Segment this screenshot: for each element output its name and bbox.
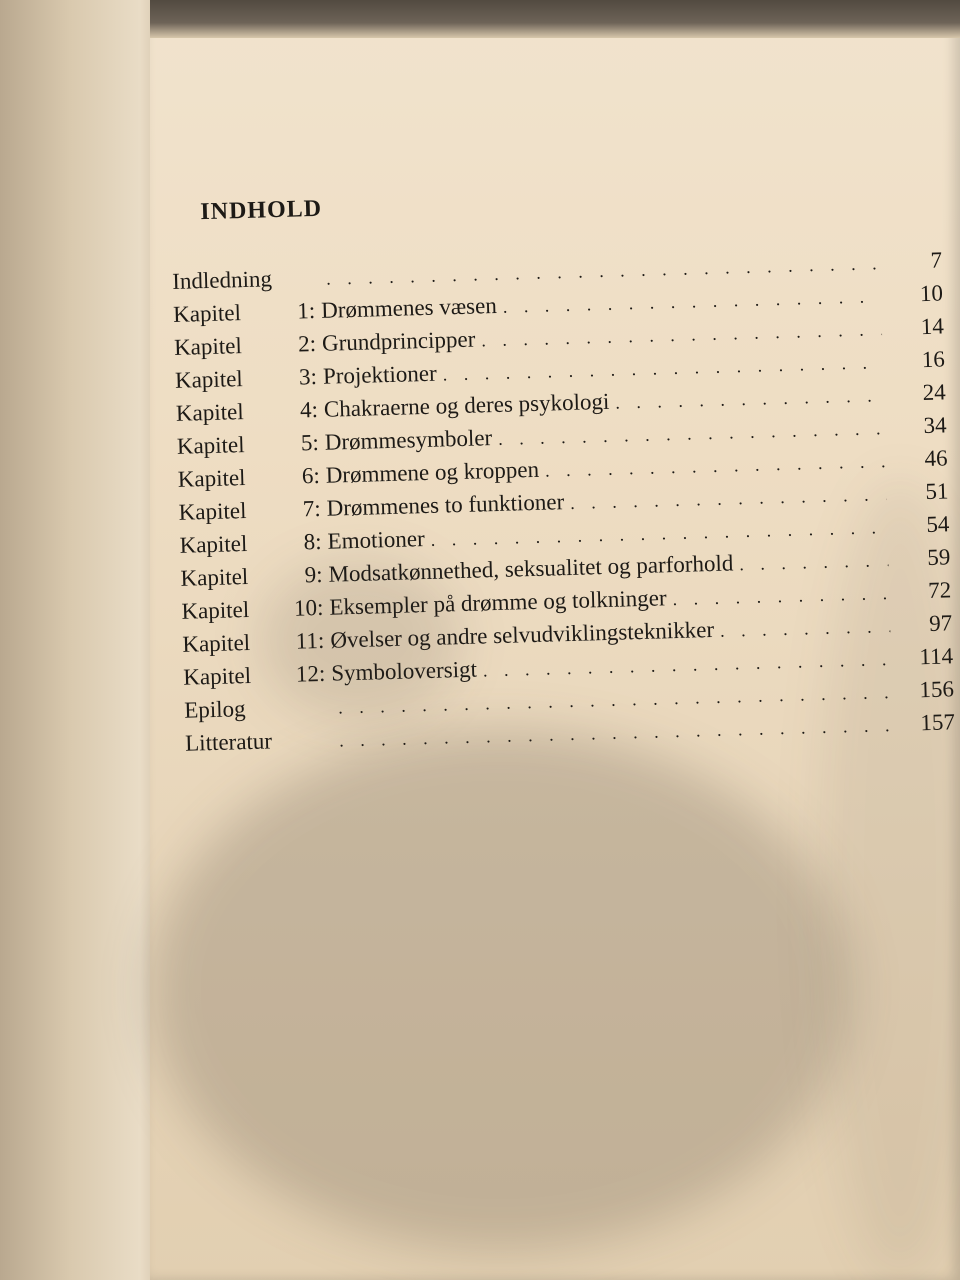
entry-prefix: Kapitel <box>176 432 245 459</box>
entry-number <box>283 747 333 748</box>
entry-number: 7: <box>302 495 322 522</box>
facing-page-edge <box>0 0 175 1280</box>
page-top-shadow <box>150 0 960 38</box>
entry-page: 156 <box>919 676 955 703</box>
leader-dots <box>615 385 884 413</box>
leader-dots <box>498 418 885 450</box>
entry-title: Chakraerne og deres psykologi <box>323 388 610 422</box>
leader-dots <box>481 319 882 351</box>
entry-title: Drømmene og kroppen <box>325 456 540 488</box>
entry-page: 51 <box>925 478 949 505</box>
entry-page: 14 <box>920 313 945 340</box>
entry-number <box>270 285 320 286</box>
entry-title: Emotioner <box>327 526 425 554</box>
entry-title: Øvelser og andre selvudviklingsteknikker <box>330 616 715 653</box>
leader-dots <box>545 451 886 482</box>
entry-prefix: Epilog <box>183 696 246 723</box>
entry-number: 3: <box>298 363 318 390</box>
entry-prefix: Kapitel <box>174 366 244 393</box>
entry-number: 8: <box>303 528 322 555</box>
entry-page: 46 <box>924 445 948 472</box>
entry-page: 72 <box>927 577 952 603</box>
entry-prefix: Kapitel <box>179 530 248 558</box>
toc-heading: INDHOLD <box>199 195 323 226</box>
entry-prefix: Kapitel <box>178 497 247 525</box>
entry-title: Eksempler på drømme og tolkninger <box>329 585 667 620</box>
entry-prefix: Kapitel <box>180 563 249 591</box>
entry-prefix: Litteratur <box>184 728 273 756</box>
entry-prefix: Kapitel <box>175 399 244 426</box>
entry-prefix: Kapitel <box>182 662 252 690</box>
entry-number: 5: <box>300 429 320 456</box>
hand-shadow-upper <box>260 560 460 720</box>
leader-dots <box>503 286 882 318</box>
entry-prefix: Kapitel <box>177 465 246 492</box>
leader-dots <box>570 484 887 514</box>
entry-number: 11: <box>295 627 325 654</box>
entry-prefix: Kapitel <box>173 333 243 360</box>
entry-page: 59 <box>926 544 951 570</box>
entry-number: 6: <box>301 462 321 489</box>
entry-number: 4: <box>299 396 319 423</box>
entry-number: 10: <box>293 594 324 621</box>
entry-page: 10 <box>919 280 944 307</box>
entry-title: Drømmesymboler <box>324 425 493 455</box>
hand-shadow <box>150 730 850 1250</box>
entry-number: 1: <box>296 297 316 324</box>
entry-number: 9: <box>304 561 323 588</box>
entry-number: 12: <box>295 660 326 687</box>
entry-title: Symboloversigt <box>330 656 478 686</box>
entry-title: Grundprincipper <box>321 326 476 356</box>
entry-title: Drømmenes væsen <box>320 292 498 323</box>
entry-page: 34 <box>923 412 947 439</box>
entry-page: 157 <box>920 709 956 736</box>
entry-title: Modsatkønnethed, seksualitet og parforhold <box>328 550 734 587</box>
entry-prefix: Kapitel <box>172 300 242 327</box>
entry-title: Drømmenes to funktioner <box>326 489 565 521</box>
entry-page: 7 <box>930 247 943 273</box>
entry-prefix: Kapitel <box>182 629 251 657</box>
entry-page: 24 <box>922 379 947 406</box>
entry-page: 97 <box>928 610 953 636</box>
entry-prefix: Indledning <box>171 266 273 294</box>
entry-number: 2: <box>297 330 317 357</box>
entry-page: 54 <box>926 511 950 538</box>
entry-page: 16 <box>921 346 946 373</box>
entry-prefix: Kapitel <box>181 596 250 624</box>
entry-title: Projektioner <box>322 360 437 389</box>
entry-page: 114 <box>919 643 954 670</box>
